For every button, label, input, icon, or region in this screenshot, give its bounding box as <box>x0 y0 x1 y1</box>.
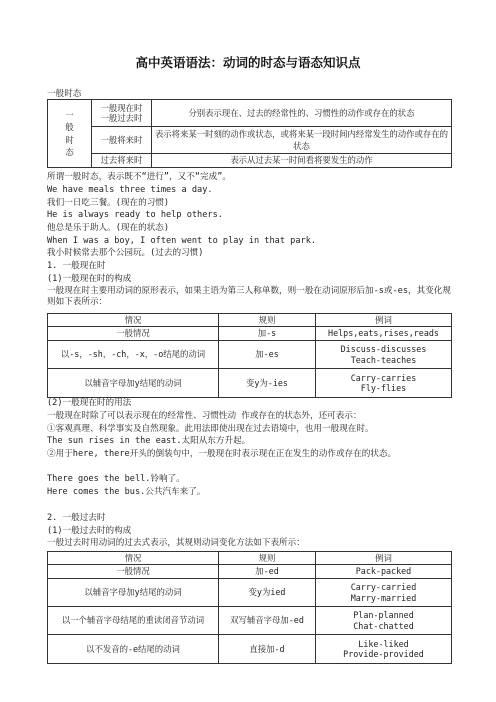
table-cell-text: Carry-carried Marry-married <box>350 582 417 603</box>
tense-desc: 分别表示现在、过去的经常性的、习惯性的动作或存在的状态 <box>152 100 452 127</box>
usage-line: ②用于here, there开头的倒装句中，一般现在时表示现在正在发生的动作或存在的状态。 <box>47 449 397 459</box>
intro-line: He is always ready to help others. <box>47 210 223 220</box>
table-cell: 以不发音的-e结尾的动词 <box>48 635 219 664</box>
table-cell: 变y为-ies <box>219 369 316 398</box>
table-cell: 加-ed <box>219 565 316 579</box>
usage-line: ①客观真理、科学事实及自然现象。此用法即使出现在过去语境中，也用一般现在时。 <box>47 424 374 434</box>
tense-name <box>92 100 152 127</box>
intro-line: 我小时候常去那个公园玩。(过去的习惯) <box>47 248 204 258</box>
tense-desc: 表示将来某一时刻的动作或状态，或将来某一段时间内经常发生的动作或存在的状态 <box>152 127 452 154</box>
table-cell: 一般情况 <box>48 327 219 341</box>
usage-line: There goes the bell.铃响了。 <box>47 474 185 484</box>
tense-group-label <box>48 100 92 168</box>
table-cell: 以一个辅音字母结尾的重读闭音节动词 <box>48 607 219 635</box>
column-header: 情况 <box>48 314 219 327</box>
subsection-heading: (2)一般现在时的用法 <box>47 398 132 408</box>
table-cell: 双写辅音字母加-ed <box>219 607 316 635</box>
tense-table <box>47 99 452 168</box>
table-cell: 直接加-d <box>219 635 316 664</box>
usage-line: The sun rises in the east.太阳从东方升起。 <box>47 436 251 446</box>
page-title: 高中英语语法：动词的时态与语态知识点 <box>135 55 361 70</box>
past-form-text: 一般过去时用动词的过去式表示，其规则动词变化方法如下表所示： <box>47 538 305 548</box>
table-cell <box>316 635 452 664</box>
column-header: 例词 <box>316 552 452 565</box>
intro-line: 我们一日吃三餐。(现在的习惯) <box>47 198 170 208</box>
section-heading: 2. 一般过去时 <box>47 513 106 523</box>
subsection-heading: 1. 一般现在时 <box>47 261 106 271</box>
column-header: 例词 <box>316 314 452 327</box>
table-cell: Pack-packed <box>316 565 452 579</box>
table-cell: 一般情况 <box>48 565 219 579</box>
section-heading: 一般时态 <box>47 89 82 99</box>
tense-name: 过去将来时 <box>92 154 152 168</box>
tense-name: 一般将来时 <box>92 127 152 154</box>
tense-desc: 表示从过去某一时间看将要发生的动作 <box>152 154 452 168</box>
usage-line: 一般现在时除了可以表示现在的经常性、习惯性动 作或存在的状态外，还可表示： <box>47 411 362 421</box>
tense-name-text: 一般现在时 一般过去时 <box>100 102 143 123</box>
table-cell: Helps,eats,rises,reads <box>316 327 452 341</box>
table-cell: 加-s <box>219 327 316 341</box>
present-form-text: 一般现在时主要用动词的原形表示，如果主语为第三人称单数，则一般在动词原形后加-s或-es，其变化规则如下表所示： <box>47 286 451 307</box>
table-cell: 以-s，-sh，-ch，-x，-o结尾的动词 <box>48 341 219 369</box>
subsection-heading: (1)一般现在时的构成 <box>47 274 132 284</box>
table-cell-text: Carry-carries Fly-flies <box>350 372 417 393</box>
table-cell: 以辅音字母加y结尾的动词 <box>48 579 219 607</box>
table-cell-text: Plan-planned Chat-chatted <box>353 610 414 631</box>
table-cell <box>316 579 452 607</box>
past-rules-table <box>47 551 452 664</box>
intro-line: When I was a boy, I often went to play in that park. <box>47 236 317 246</box>
table-cell <box>316 369 452 398</box>
table-cell <box>316 607 452 635</box>
column-header: 规则 <box>219 552 316 565</box>
table-cell: 变y为ied <box>219 579 316 607</box>
intro-line: 所谓一般时态，表示既不“进行”，又不“完成”。 <box>47 172 231 182</box>
table-cell-text: Discuss-discusses Teach-teaches <box>340 344 427 365</box>
subsection-heading: (1)一般过去时的构成 <box>47 526 132 536</box>
table-cell: 加-es <box>219 341 316 369</box>
column-header: 规则 <box>219 314 316 327</box>
present-rules-table <box>47 313 452 398</box>
table-cell <box>316 341 452 369</box>
intro-line: We have meals three times a day. <box>47 185 213 195</box>
tense-group-text: 一 般 时 态 <box>65 109 74 157</box>
column-header: 情况 <box>48 552 219 565</box>
table-cell-text: Like-liked Provide-provided <box>343 638 424 659</box>
table-cell: 以辅音字母加y结尾的动词 <box>48 369 219 398</box>
usage-line: Here comes the bus.公共汽车来了。 <box>47 487 206 497</box>
intro-line: 他总是乐于助人。(现在的状态) <box>47 223 170 233</box>
